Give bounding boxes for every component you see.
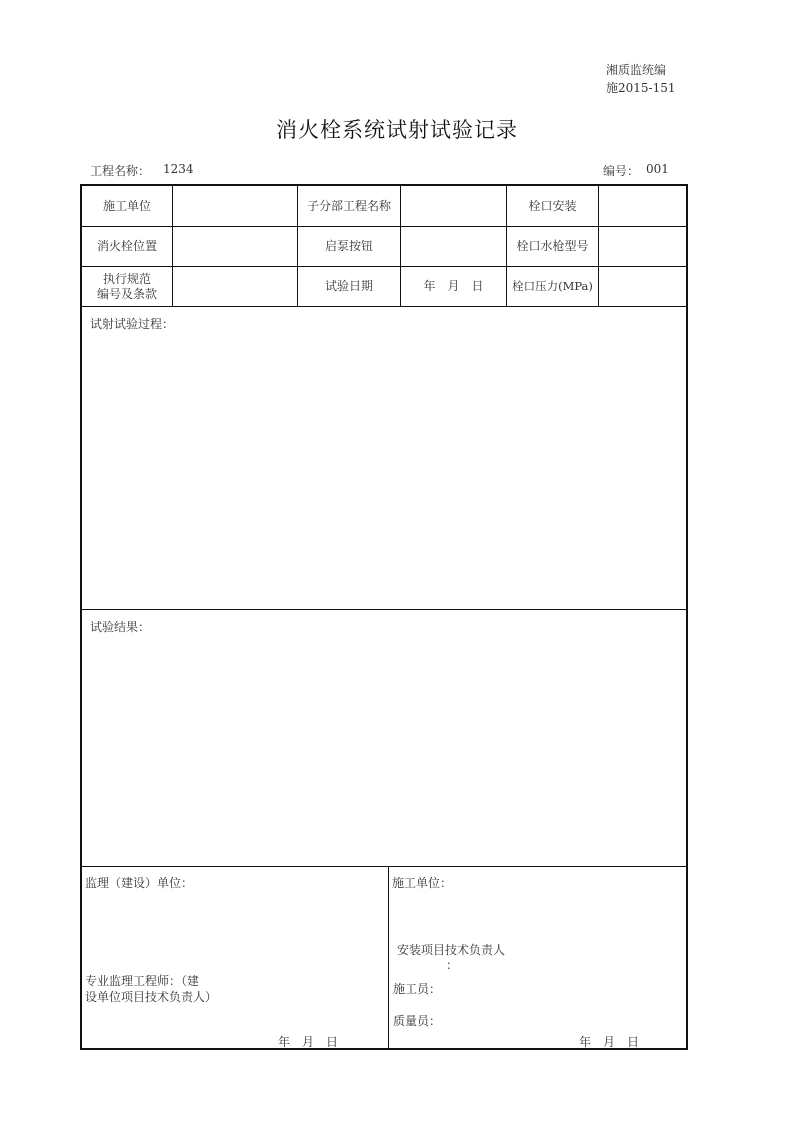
- qc-label: 质量员：: [393, 1014, 442, 1028]
- test-result-label: 试验结果：: [90, 620, 151, 634]
- signature-row: [82, 867, 686, 1048]
- label-outlet-install: 栓口安装: [507, 186, 599, 226]
- label-hydrant-location: 消火栓位置: [82, 227, 173, 266]
- test-process-label: 试射试验过程：: [90, 317, 175, 331]
- label-nozzle-model: 栓口水枪型号: [507, 227, 599, 266]
- form-row-3: [82, 267, 686, 307]
- record-form: [80, 184, 688, 1050]
- tech-lead-label: 安装项目技术负责人: [397, 943, 506, 957]
- construction-unit-label: 施工单位：: [392, 876, 453, 890]
- value-outlet-install[interactable]: [599, 186, 686, 226]
- value-nozzle-model[interactable]: [599, 227, 686, 266]
- value-outlet-pressure[interactable]: [599, 267, 686, 306]
- record-number-label: 编号：: [603, 164, 640, 178]
- value-hydrant-location[interactable]: [173, 227, 298, 266]
- page-title: 消火栓系统试射试验记录: [276, 118, 518, 142]
- doc-code-line1: 湘质监统编: [606, 63, 667, 77]
- supervision-date: 年 月 日: [278, 1035, 339, 1049]
- value-standard-clause[interactable]: [173, 267, 298, 306]
- test-result-section[interactable]: [82, 610, 686, 867]
- form-row-1: [82, 186, 686, 227]
- doc-code-line2: 施2015-151: [606, 81, 676, 95]
- label-sub-project-name: 子分部工程名称: [298, 186, 401, 226]
- label-standard-clause: 执行规范 编号及条款: [82, 267, 173, 306]
- record-number-value: 001: [646, 162, 669, 176]
- supervision-unit-label: 监理（建设）单位：: [85, 876, 194, 890]
- label-test-date: 试验日期: [298, 267, 401, 306]
- value-test-date[interactable]: 年 月 日: [401, 267, 507, 306]
- tech-lead-colon: ：: [446, 958, 459, 972]
- value-construction-unit[interactable]: [173, 186, 298, 226]
- construction-date: 年 月 日: [579, 1035, 640, 1049]
- test-process-section[interactable]: [82, 307, 686, 610]
- supervision-engineer-label: 专业监理工程师：（建 设单位项目技术负责人）: [85, 974, 218, 1004]
- worker-label: 施工员：: [393, 982, 442, 996]
- value-sub-project-name[interactable]: [401, 186, 507, 226]
- project-name-value: 1234: [163, 162, 194, 176]
- label-pump-button: 启泵按钮: [298, 227, 401, 266]
- label-outlet-pressure: 栓口压力(MPa): [507, 267, 599, 306]
- construction-signature-cell[interactable]: [389, 867, 686, 1048]
- label-construction-unit: 施工单位: [82, 186, 173, 226]
- form-row-2: [82, 227, 686, 267]
- value-pump-button[interactable]: [401, 227, 507, 266]
- project-name-label: 工程名称：: [90, 164, 151, 178]
- supervision-signature-cell[interactable]: [82, 867, 389, 1048]
